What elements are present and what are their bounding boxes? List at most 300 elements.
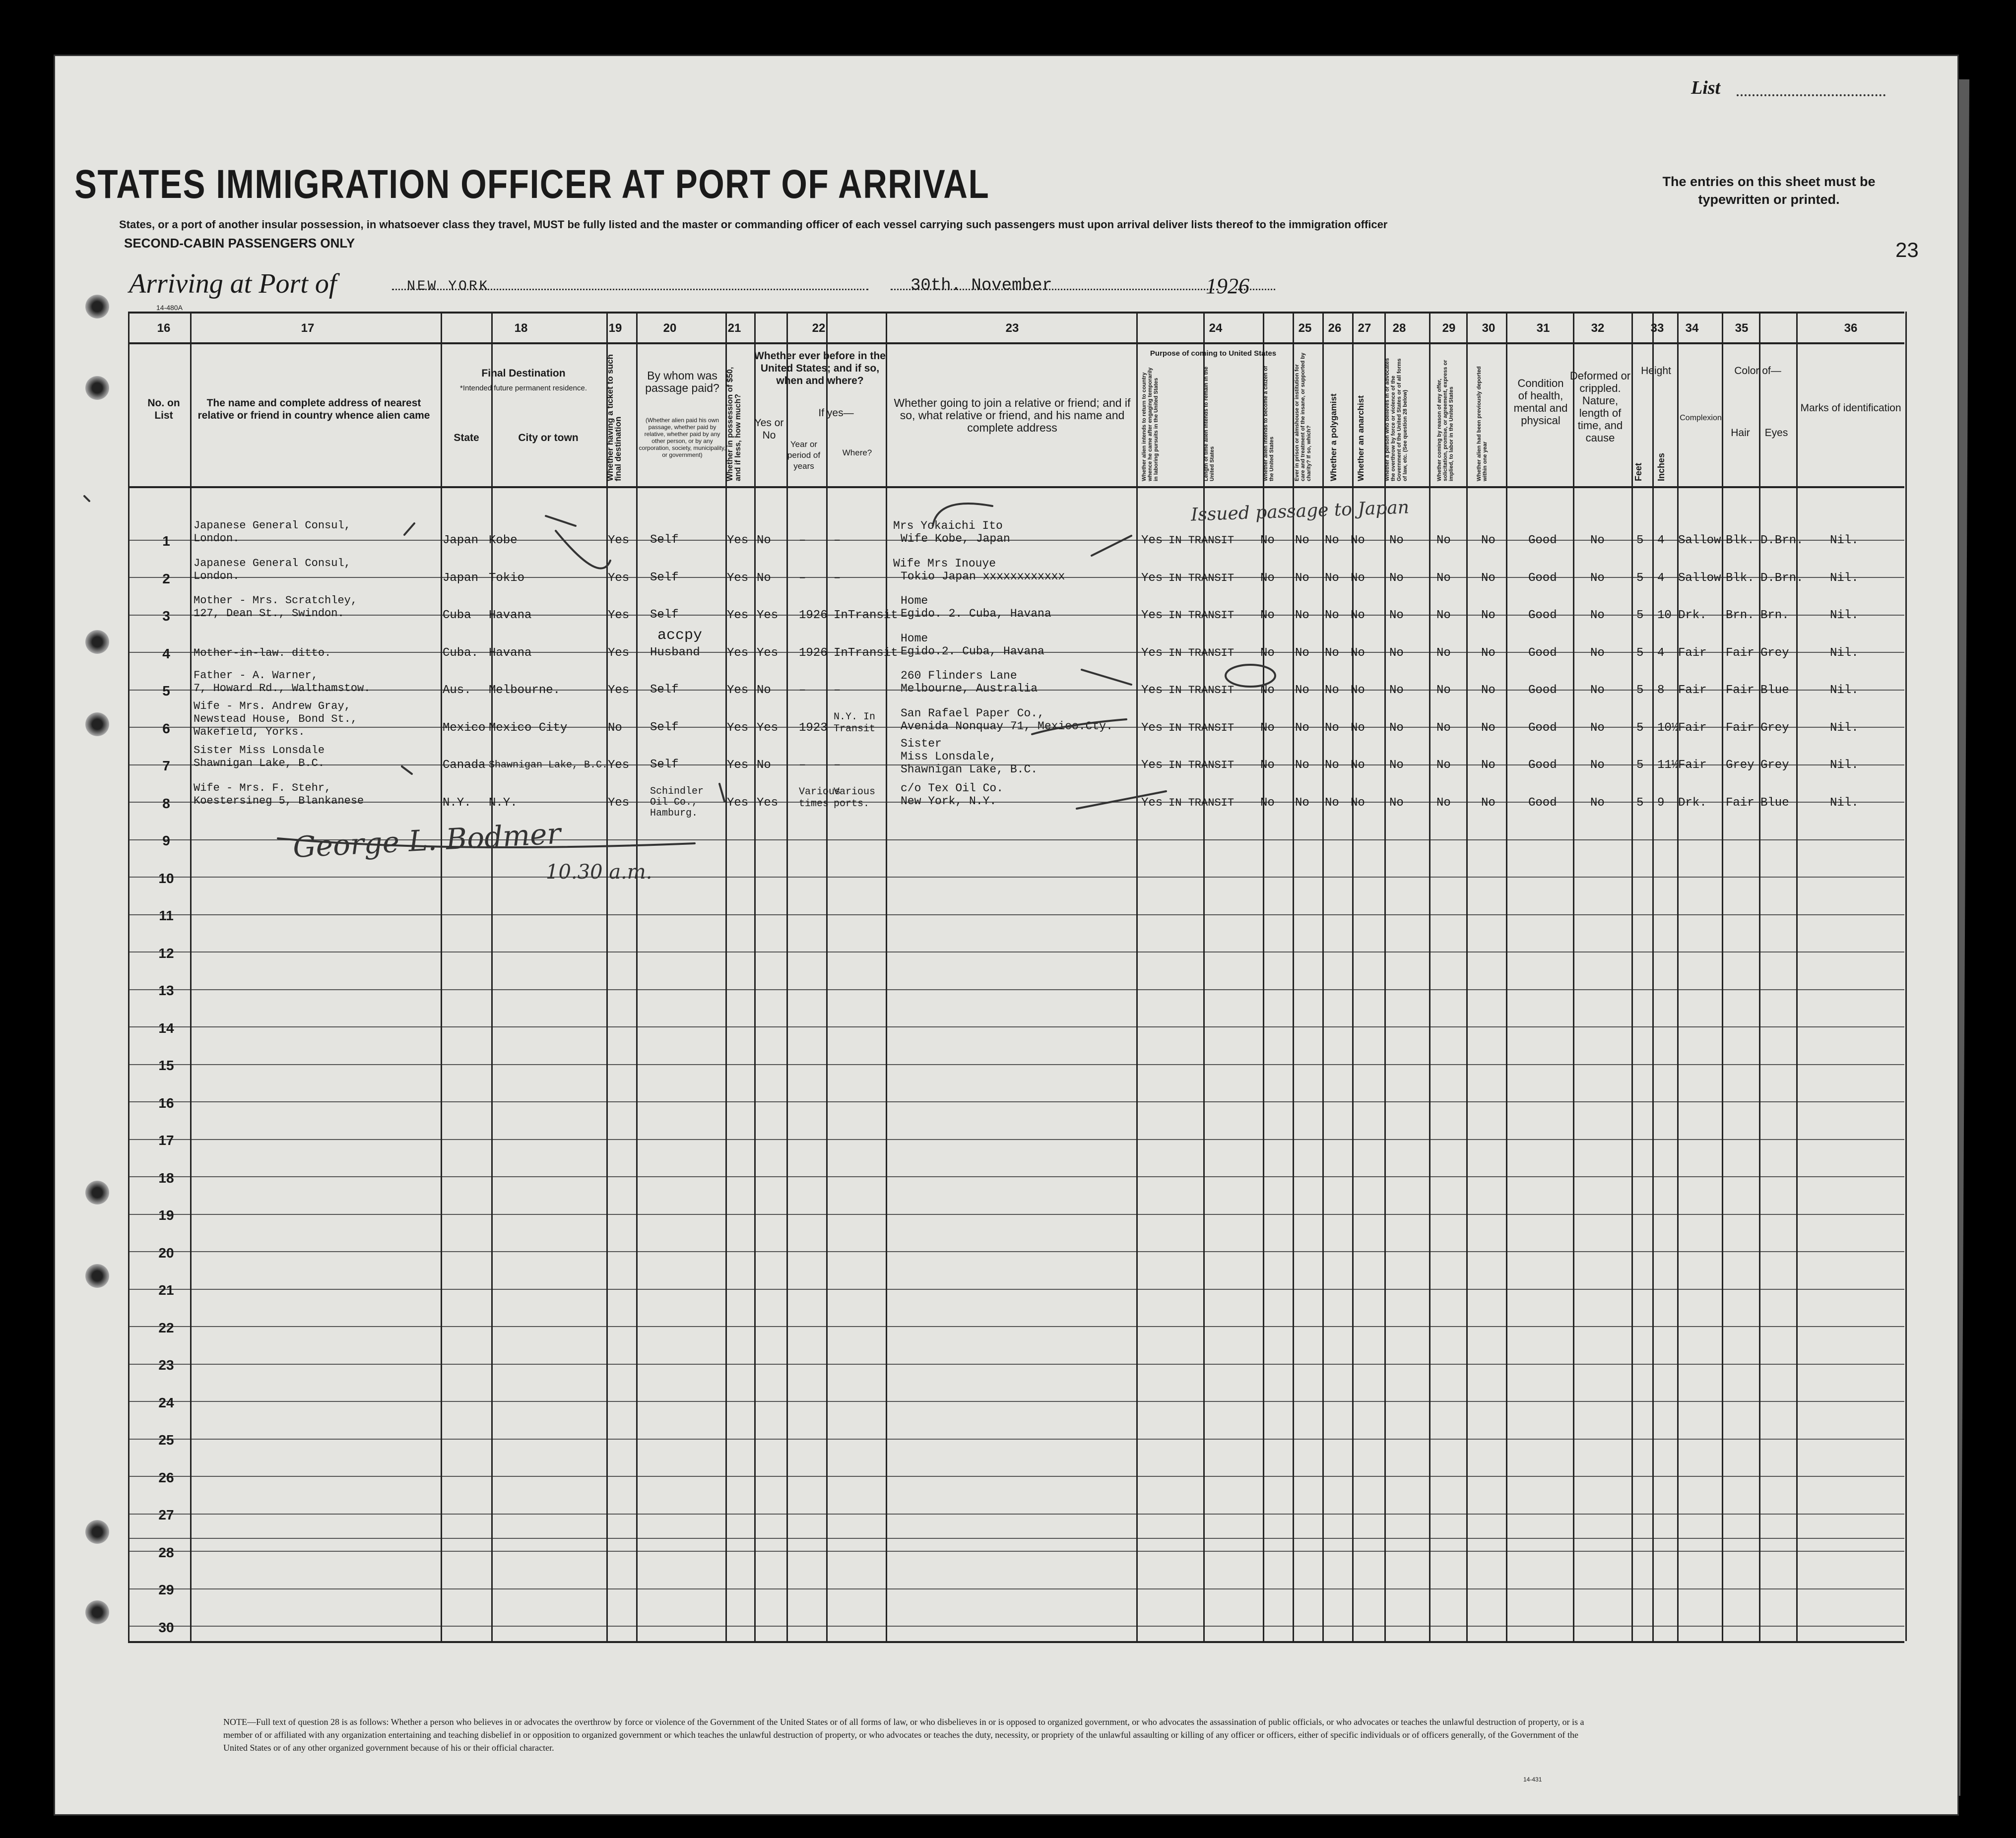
before-years: – [799,684,806,697]
before-where: – [834,759,841,772]
row-number: 18 [158,1170,174,1186]
row-number: 4 [162,645,170,661]
deported-status: No [1481,571,1496,585]
height-inches: 4 [1657,534,1665,547]
purpose-length: IN TRANSIT [1169,759,1235,771]
row-number: 10 [158,870,174,886]
before-where: – [834,534,841,547]
joining-relative: 260 Flinders Lane [901,669,1017,682]
identification-marks: Nil. [1830,571,1859,585]
annotation-circle [1226,665,1275,687]
col-num-32: 32 [1591,321,1605,335]
row-number: 28 [158,1544,174,1560]
identification-marks: Nil. [1830,721,1859,735]
purpose-citizen: No [1260,684,1275,697]
check-mark-icon [719,784,724,801]
before-in-us: No [757,571,771,585]
eye-color: Blue [1760,796,1789,810]
row-number: 20 [158,1245,174,1261]
hair-color: Fair [1726,721,1755,735]
before-where: Various ports. [834,786,876,810]
money-status: Yes [727,796,749,810]
header-year-period: Year or period of years [787,440,821,471]
passage-paid-note: accpy [657,627,703,644]
header-complexion: Complexion [1680,414,1722,422]
destination-state: N.Y. [443,796,471,810]
deformed-status: No [1590,759,1605,772]
height-feet: 5 [1636,571,1644,585]
header-deported: Whether alien had been previously deported within one year [1476,366,1488,481]
nearest-relative: 127, Dean St., Swindon. [194,607,344,620]
hair-color: Fair [1726,684,1755,697]
row-number: 13 [158,983,174,998]
header-if-yes: If yes— [818,407,854,419]
deformed-status: No [1590,684,1605,697]
height-feet: 5 [1636,721,1644,735]
prison-status: No [1295,534,1309,547]
purpose-length: IN TRANSIT [1169,796,1235,809]
before-where: – [834,571,841,585]
purpose-return: Yes [1141,571,1163,585]
destination-state: Aus. [443,684,471,697]
hair-color: Blk. [1726,571,1755,585]
destination-state: Cuba. [443,646,479,660]
before-where: – [834,684,841,697]
col-num-35: 35 [1735,321,1749,335]
header-fifty-dollars: Whether in possession of $50, and if less, how much? [726,367,742,481]
header-height: Height [1641,365,1671,377]
col-num-16: 16 [157,321,171,335]
joining-relative: c/o Tex Oil Co. [901,781,1004,795]
passage-paid-by: Self [650,720,679,734]
eye-color: Grey [1760,646,1789,660]
row-number: 26 [158,1469,174,1485]
footer-form-code: 14-431 [1523,1776,1542,1783]
height-feet: 5 [1636,609,1644,622]
destination-city: Tokio [489,571,525,585]
check-mark-icon [84,496,89,501]
row-number: 25 [158,1432,174,1448]
check-mark-icon [1092,536,1131,556]
purpose-length: IN TRANSIT [1169,534,1235,547]
joining-relative: Egido.2. Cuba, Havana [901,644,1044,658]
money-status: Yes [727,684,749,697]
hair-color: Fair [1726,646,1755,660]
purpose-length: IN TRANSIT [1169,609,1235,622]
eye-color: Brn. [1760,609,1789,622]
ticket-status: Yes [608,646,630,660]
height-inches: 10½ [1657,721,1679,735]
labor-offer-status: No [1436,609,1451,622]
header-purpose: Purpose of coming to United States [1150,349,1277,358]
joining-relative: Home [901,594,928,607]
annotation-underline [278,838,695,847]
destination-state: Cuba [443,609,471,622]
deformed-status: No [1590,796,1605,810]
before-where: N.Y. In Transit [834,711,876,735]
prison-status: No [1295,759,1309,772]
before-in-us: Yes [757,646,779,660]
health-condition: Good [1528,684,1557,697]
header-passage-paid-note: (Whether alien paid his own passage, whether paid by relative, whether paid by any other person, or by any corporation, society, municipality, or government) [639,417,726,458]
deformed-status: No [1590,721,1605,735]
header-city: City or town [518,432,579,444]
joining-relative: Egido. 2. Cuba, Havana [901,607,1051,620]
identification-marks: Nil. [1830,684,1859,697]
ticket-status: Yes [608,684,630,697]
header-final-destination: Final Destination [481,368,566,379]
joining-relative: Miss Lonsdale, [901,750,997,763]
col-num-24: 24 [1209,321,1223,335]
purpose-return: Yes [1141,646,1163,660]
purpose-return: Yes [1141,534,1163,547]
destination-city: Kobe [489,534,518,547]
joining-relative: Wife Kobe, Japan [901,532,1010,545]
complexion: Sallow [1678,571,1721,585]
polygamist-status: No [1325,534,1339,547]
destination-city: Havana [489,609,532,622]
row-number: 29 [158,1582,174,1597]
passage-paid-by: Self [650,608,679,622]
height-inches: 8 [1657,684,1665,697]
anarchist-status: No [1351,759,1365,772]
purpose-return: Yes [1141,721,1163,735]
col-num-36: 36 [1844,321,1858,335]
before-years: – [799,571,806,585]
identification-marks: Nil. [1830,796,1859,810]
page-number: 23 [1895,238,1919,261]
polygamist-status: No [1325,646,1339,660]
col-num-19: 19 [608,321,622,335]
before-years: 1926 [799,609,828,622]
nearest-relative: London. [194,532,240,545]
joining-relative: New York, N.Y. [901,794,997,808]
nearest-relative: Mother - Mrs. Scratchley, [194,594,358,607]
nearest-relative: Koestersineg 5, Blankanese [194,794,364,807]
polygamist-status: No [1325,796,1339,810]
purpose-citizen: No [1260,646,1275,660]
ticket-status: Yes [608,571,630,585]
health-condition: Good [1528,534,1557,547]
header-join-relative: Whether going to join a relative or friend; and if so, what relative or friend, and his name and complete address [894,396,1131,434]
header-ticket: Whether having a ticket to such final destination [605,354,623,481]
q28-status: No [1389,796,1404,810]
complexion: Fair [1678,684,1707,697]
before-years: Various times [799,786,841,810]
nearest-relative: Japanese General Consul, [194,519,351,532]
complexion: Fair [1678,646,1707,660]
identification-marks: Nil. [1830,534,1859,547]
deported-status: No [1481,609,1496,622]
page-title: STATES IMMIGRATION OFFICER AT PORT OF ARRIVAL [74,162,990,207]
before-in-us: Yes [757,796,779,810]
hair-color: Grey [1726,759,1755,772]
purpose-citizen: No [1260,721,1275,735]
height-feet: 5 [1636,796,1644,810]
eye-color: Blue [1760,684,1789,697]
passage-paid-by: Self [650,570,679,584]
anarchist-status: No [1351,796,1365,810]
handwritten-signature: George L. Bodmer [292,816,562,865]
purpose-length: IN TRANSIT [1169,571,1235,584]
destination-city: Shawnigan Lake, B.C. [489,760,608,771]
before-in-us: Yes [757,609,779,622]
col-num-23: 23 [1005,321,1019,335]
header-passage-paid: By whom was passage paid? [645,369,719,394]
row-number: 23 [158,1357,174,1373]
arrival-port: NEW YORK [407,279,490,294]
joining-relative: Melbourne, Australia [901,682,1038,695]
eye-color: Grey [1760,759,1789,772]
anarchist-status: No [1351,534,1365,547]
nearest-relative: Wife - Mrs. Andrew Gray, [194,699,351,712]
complexion: Sallow [1678,534,1721,547]
row-number: 1 [162,533,170,549]
prison-status: No [1295,684,1309,697]
q28-status: No [1389,721,1404,735]
purpose-length: IN TRANSIT [1169,684,1235,697]
purpose-length: IN TRANSIT [1169,721,1235,734]
header-deformed: Deformed or crippled. Nature, length of time, and cause [1569,370,1631,444]
header-feet: Feet [1633,462,1643,481]
hair-color: Brn. [1726,609,1755,622]
check-mark-icon [1077,791,1166,809]
row-number: 11 [159,908,174,923]
prison-status: No [1295,646,1309,660]
col-num-27: 27 [1358,321,1371,335]
purpose-return: Yes [1141,684,1163,697]
height-inches: 11½ [1657,759,1679,772]
joining-relative: Shawnigan Lake, B.C. [901,763,1038,776]
complexion: Fair [1678,759,1707,772]
prison-status: No [1295,571,1309,585]
before-in-us: No [757,534,771,547]
joining-relative: Avenida Nonquay 71, Mexico.Cty. [901,719,1113,733]
nearest-relative: 7, Howard Rd., Walthamstow. [194,682,371,695]
deformed-status: No [1590,646,1605,660]
polygamist-status: No [1325,609,1339,622]
deported-status: No [1481,796,1496,810]
deported-status: No [1481,534,1496,547]
arrival-year: 1926 [1206,274,1249,298]
row-number: 16 [158,1095,174,1111]
polygamist-status: No [1325,684,1339,697]
joining-relative: Mrs Yokaichi Ito [893,519,1003,532]
height-inches: 4 [1657,646,1665,660]
eye-color: D.Brn. [1760,534,1804,547]
health-condition: Good [1528,646,1557,660]
destination-state: Canada [443,759,486,772]
check-mark-icon [1082,670,1131,685]
complexion: Drk. [1678,609,1707,622]
deformed-status: No [1590,571,1605,585]
handwritten-signature-time: 10.30 a.m. [546,861,652,884]
cabin-class: SECOND-CABIN PASSENGERS ONLY [124,236,355,251]
header-where: Where? [842,448,872,457]
footer-question-28-note: NOTE—Full text of question 28 is as follows: Whether a person who believes in or advocates the overthrow by force or violence of the Government of the United States or of all forms of law, or who disbelieves in or is opposed to organized government, or who advocates the assassination of public officials, or who advocates or teaches the unlawful destruction of property, or is a member of or affiliated with any organization entertaining and teaching disbelief in or opposition to organized government or which teaches the unlawful destruction of property, or who advocates or teaches the duty, necessity, or propriety of the unlawful assaulting or killing of any officer or officers, either of specific individuals or of officers generally, of the Government of the United States or of any other organized government because of his or their official character. [223,1717,1584,1753]
header-question-28: Whether a person who believes in or advocates the overthrow by force or violence of the Government of the United States or of all forms of law, etc. (See question 28 below) [1384,358,1408,481]
row-number: 17 [158,1133,174,1148]
row-number: 2 [162,570,170,586]
row-number: 15 [158,1058,174,1073]
header-inches: Inches [1656,452,1666,481]
list-label: List [1691,77,1721,98]
q28-status: No [1389,571,1404,585]
header-polygamist: Whether a polygamist [1329,393,1338,481]
identification-marks: Nil. [1830,759,1859,772]
check-mark-icon [933,504,992,526]
row-number: 24 [158,1394,174,1410]
arrival-date: 30th. November [910,276,1052,295]
col-num-28: 28 [1392,321,1406,335]
row-number: 27 [158,1507,174,1522]
q28-status: No [1389,684,1404,697]
nearest-relative: London. [194,570,240,582]
header-eyes: Eyes [1764,427,1788,439]
health-condition: Good [1528,796,1557,810]
joining-relative: San Rafael Paper Co., [901,706,1044,720]
header-nearest-relative: The name and complete address of nearest relative or friend in country whence alien came [197,397,430,421]
col-num-33: 33 [1650,321,1664,335]
col-num-31: 31 [1536,321,1550,335]
row-number: 12 [158,945,174,961]
prison-status: No [1295,721,1309,735]
col-num-21: 21 [727,321,741,335]
height-feet: 5 [1636,534,1644,547]
destination-city: Mexico City [489,721,568,735]
destination-state: Japan [443,571,479,585]
ticket-status: Yes [608,609,630,622]
row-number: 3 [162,608,170,624]
row-number: 21 [158,1282,174,1298]
complexion: Drk. [1678,796,1707,810]
col-num-17: 17 [301,321,315,335]
purpose-citizen: No [1260,571,1275,585]
purpose-citizen: No [1260,796,1275,810]
check-mark-icon [402,766,412,774]
header-before-yes-no: Yes or No [754,417,784,441]
nearest-relative: Shawnigan Lake, B.C. [194,757,325,769]
ticket-status: No [608,721,622,735]
col-num-30: 30 [1482,321,1496,335]
before-in-us: Yes [757,721,779,735]
header-health: Condition of health, mental and physical [1513,377,1568,427]
deported-status: No [1481,646,1496,660]
header-purpose-citizen: Whether alien intends to become a citizen of the United States [1263,366,1275,481]
header-prison: Ever in prison or almshouse or institution for care and treatment of the insane, or supported by charity? If so, which? [1294,352,1312,481]
destination-state: Mexico [443,721,486,735]
nearest-relative: Sister Miss Lonsdale [194,744,325,757]
joining-relative: Tokio Japan xxxxxxxxxxxx [901,570,1065,583]
polygamist-status: No [1325,571,1339,585]
height-feet: 5 [1636,759,1644,772]
labor-offer-status: No [1436,646,1451,660]
money-status: Yes [727,759,749,772]
labor-offer-status: No [1436,571,1451,585]
deported-status: No [1481,759,1496,772]
q28-status: No [1389,534,1404,547]
check-mark-icon [546,516,576,526]
height-feet: 5 [1636,646,1644,660]
before-where: InTransit [834,609,898,622]
complexion: Fair [1678,721,1707,735]
height-feet: 5 [1636,684,1644,697]
joining-relative: Home [901,632,928,645]
nearest-relative: Wakefield, Yorks. [194,725,305,738]
header-state: State [454,432,479,444]
purpose-return: Yes [1141,609,1163,622]
anarchist-status: No [1351,646,1365,660]
height-inches: 9 [1657,796,1665,810]
labor-offer-status: No [1436,684,1451,697]
anarchist-status: No [1351,684,1365,697]
before-in-us: No [757,684,771,697]
anarchist-status: No [1351,721,1365,735]
row-number: 30 [158,1619,174,1635]
labor-offer-status: No [1436,721,1451,735]
deported-status: No [1481,684,1496,697]
header-purpose-length: Length of time alien intends to remain in the United States [1203,366,1215,481]
polygamist-status: No [1325,759,1339,772]
col-num-18: 18 [514,321,528,335]
joining-relative: Wife Mrs Inouye [893,557,996,570]
before-years: 1926 [799,646,828,660]
eye-color: D.Brn. [1760,571,1804,585]
purpose-citizen: No [1260,534,1275,547]
deported-status: No [1481,721,1496,735]
identification-marks: Nil. [1830,609,1859,622]
col-num-26: 26 [1328,321,1342,335]
q28-status: No [1389,759,1404,772]
money-status: Yes [727,571,749,585]
before-in-us: No [757,759,771,772]
check-mark-icon [556,531,610,569]
money-status: Yes [727,721,749,735]
labor-offer-status: No [1436,796,1451,810]
destination-city: Melbourne. [489,684,561,697]
header-labor-offer: Whether coming by reason of any offer, solicitation, promise, or agreement, express or implied, to labor in the United States [1436,360,1454,481]
health-condition: Good [1528,571,1557,585]
header-color-of: Color of— [1734,365,1781,377]
row-number: 6 [162,720,170,736]
anarchist-status: No [1351,571,1365,585]
ticket-status: Yes [608,759,630,772]
purpose-citizen: No [1260,609,1275,622]
col-num-20: 20 [663,321,677,335]
header-before-in-us: Whether ever before in the United States; and if so, when and where? [754,350,886,386]
header-anarchist: Whether an anarchist [1356,395,1366,481]
nearest-relative: Japanese General Consul, [194,557,351,570]
hair-color: Fair [1726,796,1755,810]
labor-offer-status: No [1436,759,1451,772]
check-mark-icon [404,523,414,535]
joining-relative: Sister [901,737,942,750]
row-number: 7 [162,758,170,773]
q28-status: No [1389,646,1404,660]
passage-paid-by: Self [650,758,679,771]
passage-paid-by: Self [650,533,679,547]
nearest-relative: Newstead House, Bond St., [194,712,358,725]
eye-color: Grey [1760,721,1789,735]
identification-marks: Nil. [1830,646,1859,660]
handwritten-passage-note: Issued passage to Japan [1190,497,1410,525]
destination-city: Havana [489,646,532,660]
col-num-25: 25 [1298,321,1312,335]
typewritten-instruction: The entries on this sheet must be typewritten or printed. [1662,174,1876,207]
height-inches: 4 [1657,571,1665,585]
before-years: 1923 [799,721,828,735]
row-number: 22 [158,1320,174,1335]
